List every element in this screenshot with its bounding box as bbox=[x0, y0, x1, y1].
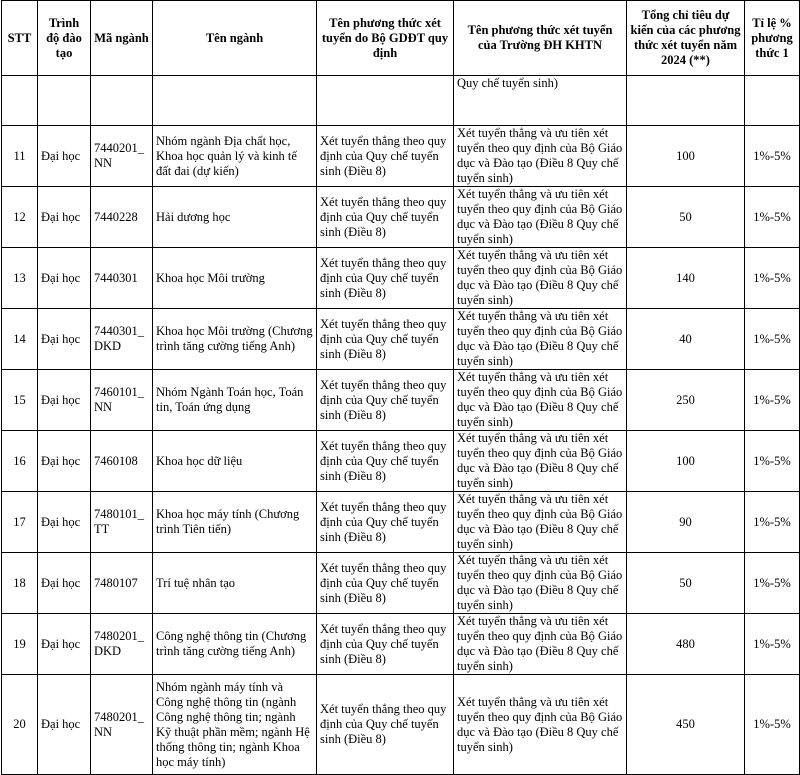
cell-ratio: 1%-5% bbox=[745, 187, 800, 248]
cell-method-school: Xét tuyển thẳng và ưu tiên xét tuyển theo quy định của Bộ Giáo dục và Đào tạo (Điều 8 Quy chế tuyển sinh) bbox=[454, 187, 627, 248]
cell-stt: 17 bbox=[2, 492, 38, 553]
cell-level: Đại học bbox=[38, 187, 91, 248]
header-method-moet: Tên phương thức xét tuyển do Bộ GDĐT quy định bbox=[317, 1, 454, 76]
cell-code: 7460108 bbox=[91, 431, 153, 492]
cell-major: Khoa học Môi trường bbox=[153, 248, 317, 309]
cell-quota: 50 bbox=[627, 553, 745, 614]
cell-code: 7480101_ TT bbox=[91, 492, 153, 553]
cell-ratio: 1%-5% bbox=[745, 370, 800, 431]
cell-method-school: Xét tuyển thẳng và ưu tiên xét tuyển theo quy định của Bộ Giáo dục và Đào tạo (Điều 8 Quy chế tuyển sinh) bbox=[454, 553, 627, 614]
cell-method-school: Xét tuyển thẳng và ưu tiên xét tuyển theo quy định của Bộ Giáo dục và Đào tạo (Điều 8 Quy chế tuyển sinh) bbox=[454, 675, 627, 775]
cell-quota: 250 bbox=[627, 370, 745, 431]
header-level: Trình độ đào tạo bbox=[38, 1, 91, 76]
cell-method-school: Xét tuyển thẳng và ưu tiên xét tuyển theo quy định của Bộ Giáo dục và Đào tạo (Điều 8 Quy chế tuyển sinh) bbox=[454, 492, 627, 553]
cell-ratio: 1%-5% bbox=[745, 309, 800, 370]
partial-row bbox=[2, 76, 800, 126]
cell-major: Nhóm ngành máy tính và Công nghệ thông tin (ngành Công nghệ thông tin; ngành Kỹ thuật phần mềm; ngành Hệ thống thông tin; ngành Khoa học máy tính) bbox=[153, 675, 317, 775]
cell-stt: 13 bbox=[2, 248, 38, 309]
cell-code: 7480201_ DKD bbox=[91, 614, 153, 675]
table-row bbox=[2, 248, 800, 309]
cell-code: 7460101_ NN bbox=[91, 370, 153, 431]
cell-level: Đại học bbox=[38, 126, 91, 187]
header-stt: STT bbox=[2, 1, 38, 76]
table-row bbox=[2, 126, 800, 187]
cell-method-school: Xét tuyển thẳng và ưu tiên xét tuyển theo quy định của Bộ Giáo dục và Đào tạo (Điều 8 Quy chế tuyển sinh) bbox=[454, 370, 627, 431]
header-method-school: Tên phương thức xét tuyển của Trường ĐH KHTN bbox=[454, 1, 627, 76]
header-quota: Tổng chỉ tiêu dự kiến của các phương thức xét tuyển năm 2024 (**) bbox=[627, 1, 745, 76]
cell-code: 7480201_ NN bbox=[91, 675, 153, 775]
cell-ratio: 1%-5% bbox=[745, 492, 800, 553]
cell-quota: 50 bbox=[627, 187, 745, 248]
partial-row-method-school: Quy chế tuyển sinh) bbox=[454, 76, 627, 126]
table-row bbox=[2, 492, 800, 553]
cell-method-moet: Xét tuyển thẳng theo quy định của Quy chế tuyển sinh (Điều 8) bbox=[317, 492, 454, 553]
table-row bbox=[2, 675, 800, 775]
cell-major: Khoa học máy tính (Chương trình Tiên tiến) bbox=[153, 492, 317, 553]
cell-ratio: 1%-5% bbox=[745, 553, 800, 614]
cell-level: Đại học bbox=[38, 614, 91, 675]
cell-method-school: Xét tuyển thẳng và ưu tiên xét tuyển theo quy định của Bộ Giáo dục và Đào tạo (Điều 8 Quy chế tuyển sinh) bbox=[454, 248, 627, 309]
header-major: Tên ngành bbox=[153, 1, 317, 76]
cell-level: Đại học bbox=[38, 248, 91, 309]
table-row bbox=[2, 431, 800, 492]
cell-quota: 100 bbox=[627, 431, 745, 492]
cell-stt: 11 bbox=[2, 126, 38, 187]
cell-method-moet: Xét tuyển thẳng theo quy định của Quy chế tuyển sinh (Điều 8) bbox=[317, 553, 454, 614]
cell-level: Đại học bbox=[38, 431, 91, 492]
cell-method-moet: Xét tuyển thẳng theo quy định của Quy chế tuyển sinh (Điều 8) bbox=[317, 248, 454, 309]
cell-quota: 480 bbox=[627, 614, 745, 675]
table-row bbox=[2, 553, 800, 614]
cell-ratio: 1%-5% bbox=[745, 675, 800, 775]
cell-method-school: Xét tuyển thẳng và ưu tiên xét tuyển theo quy định của Bộ Giáo dục và Đào tạo (Điều 8 Quy chế tuyển sinh) bbox=[454, 126, 627, 187]
cell-quota: 450 bbox=[627, 675, 745, 775]
cell-level: Đại học bbox=[38, 309, 91, 370]
admissions-table bbox=[1, 0, 800, 775]
cell-level: Đại học bbox=[38, 370, 91, 431]
cell-level: Đại học bbox=[38, 553, 91, 614]
cell-code: 7440301_ DKD bbox=[91, 309, 153, 370]
cell-quota: 140 bbox=[627, 248, 745, 309]
cell-method-school: Xét tuyển thẳng và ưu tiên xét tuyển theo quy định của Bộ Giáo dục và Đào tạo (Điều 8 Quy chế tuyển sinh) bbox=[454, 431, 627, 492]
cell-level: Đại học bbox=[38, 675, 91, 775]
cell-quota: 40 bbox=[627, 309, 745, 370]
cell-method-moet: Xét tuyển thẳng theo quy định của Quy chế tuyển sinh (Điều 8) bbox=[317, 431, 454, 492]
table-row bbox=[2, 614, 800, 675]
table-row bbox=[2, 370, 800, 431]
cell-level: Đại học bbox=[38, 492, 91, 553]
cell-quota: 100 bbox=[627, 126, 745, 187]
cell-stt: 18 bbox=[2, 553, 38, 614]
cell-method-school: Xét tuyển thẳng và ưu tiên xét tuyển theo quy định của Bộ Giáo dục và Đào tạo (Điều 8 Quy chế tuyển sinh) bbox=[454, 309, 627, 370]
cell-method-moet: Xét tuyển thẳng theo quy định của Quy chế tuyển sinh (Điều 8) bbox=[317, 187, 454, 248]
cell-major: Khoa học dữ liệu bbox=[153, 431, 317, 492]
cell-method-moet: Xét tuyển thẳng theo quy định của Quy chế tuyển sinh (Điều 8) bbox=[317, 126, 454, 187]
cell-code: 7480107 bbox=[91, 553, 153, 614]
cell-code: 7440228 bbox=[91, 187, 153, 248]
cell-method-school: Xét tuyển thẳng và ưu tiên xét tuyển theo quy định của Bộ Giáo dục và Đào tạo (Điều 8 Quy chế tuyển sinh) bbox=[454, 614, 627, 675]
cell-stt: 19 bbox=[2, 614, 38, 675]
cell-quota: 90 bbox=[627, 492, 745, 553]
cell-stt: 14 bbox=[2, 309, 38, 370]
header-row bbox=[2, 1, 800, 76]
cell-major: Nhóm Ngành Toán học, Toán tin, Toán ứng dụng bbox=[153, 370, 317, 431]
cell-major: Nhóm ngành Địa chất học, Khoa học quản lý và kinh tế đất đai (dự kiến) bbox=[153, 126, 317, 187]
cell-method-moet: Xét tuyển thẳng theo quy định của Quy chế tuyển sinh (Điều 8) bbox=[317, 309, 454, 370]
cell-ratio: 1%-5% bbox=[745, 431, 800, 492]
cell-major: Hải dương học bbox=[153, 187, 317, 248]
cell-stt: 15 bbox=[2, 370, 38, 431]
table-row bbox=[2, 187, 800, 248]
cell-stt: 12 bbox=[2, 187, 38, 248]
cell-stt: 20 bbox=[2, 675, 38, 775]
cell-method-moet: Xét tuyển thẳng theo quy định của Quy chế tuyển sinh (Điều 8) bbox=[317, 675, 454, 775]
header-ratio: Tỉ lệ % phương thức 1 bbox=[745, 1, 800, 76]
cell-major: Công nghệ thông tin (Chương trình tăng cường tiếng Anh) bbox=[153, 614, 317, 675]
cell-major: Trí tuệ nhân tạo bbox=[153, 553, 317, 614]
cell-ratio: 1%-5% bbox=[745, 126, 800, 187]
cell-stt: 16 bbox=[2, 431, 38, 492]
cell-code: 7440201_ NN bbox=[91, 126, 153, 187]
cell-method-moet: Xét tuyển thẳng theo quy định của Quy chế tuyển sinh (Điều 8) bbox=[317, 614, 454, 675]
header-code: Mã ngành bbox=[91, 1, 153, 76]
cell-code: 7440301 bbox=[91, 248, 153, 309]
cell-major: Khoa học Môi trường (Chương trình tăng cường tiếng Anh) bbox=[153, 309, 317, 370]
table-row bbox=[2, 309, 800, 370]
cell-method-moet: Xét tuyển thẳng theo quy định của Quy chế tuyển sinh (Điều 8) bbox=[317, 370, 454, 431]
cell-ratio: 1%-5% bbox=[745, 248, 800, 309]
cell-ratio: 1%-5% bbox=[745, 614, 800, 675]
